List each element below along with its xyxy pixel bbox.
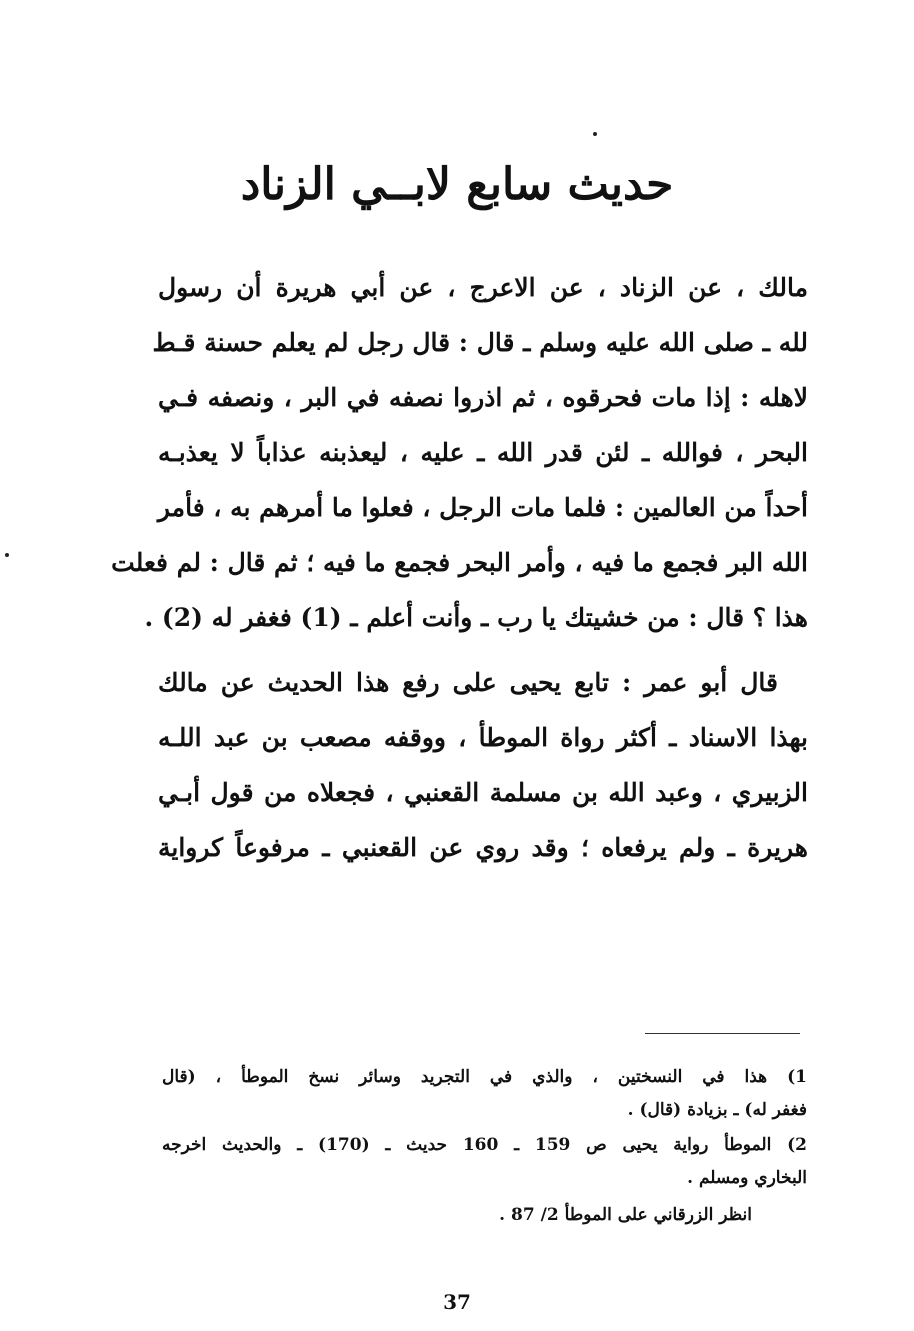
page-number: 37 — [443, 1290, 471, 1314]
paragraph-line: أحداً من العالمين : فلما مات الرجل ، فعلوا ما أمرهم به ، فأمر — [157, 493, 808, 522]
paragraph-line: قال أبو عمر : تابع يحيى على رفع هذا الحديث عن مالك — [158, 668, 778, 697]
footnote-line: 1) هذا في النسختين ، والذي في التجريد وسائر نسخ الموطأ ، (قال — [162, 1067, 807, 1087]
paragraph-line: هذا ؟ قال : من خشيتك يا رب ـ وأنت أعلم ـ (1) فغفر له (2) . — [144, 603, 808, 632]
paragraph-line: لله ـ صلى الله عليه وسلم ـ قال : قال رجل لم يعلم حسنة قـط — [152, 328, 808, 357]
footnote-line: البخاري ومسلم . — [687, 1168, 807, 1188]
footnote-line: فغفر له) ـ بزيادة (قال) . — [627, 1100, 807, 1120]
paragraph-line: البحر ، فوالله ـ لئن قدر الله ـ عليه ، ليعذبنه عذاباً لا يعذبـه — [158, 438, 808, 467]
paragraph-line: بهذا الاسناد ـ أكثر رواة الموطأ ، ووقفه مصعب بن عبد اللـه — [158, 723, 808, 752]
footnote-divider — [645, 1033, 800, 1034]
paragraph-line: الزبيري ، وعبد الله بن مسلمة القعنبي ، فجعلاه من قول أبـي — [158, 778, 808, 807]
paragraph-line: مالك ، عن الزناد ، عن الاعرج ، عن أبي هريرة أن رسول — [158, 273, 808, 302]
paragraph-line: هريرة ـ ولم يرفعاه ؛ وقد روي عن القعنبي ـ مرفوعاً كرواية — [158, 833, 808, 862]
decorative-dot-top — [593, 132, 597, 136]
footnote-line: 2) الموطأ رواية يحيى ص 159 ـ 160 حديث ـ (170) ـ والحديث اخرجه — [162, 1135, 807, 1155]
paragraph-line: لاهله : إذا مات فحرقوه ، ثم اذروا نصفه في البر ، ونصفه فـي — [158, 383, 808, 412]
footnote-line: انظر الزرقاني على الموطأ 2/ 87 . — [499, 1205, 752, 1225]
page-title: حديث سابع لابــي الزناد — [240, 159, 674, 210]
decorative-dot-left — [5, 553, 9, 557]
paragraph-line: الله البر فجمع ما فيه ، وأمر البحر فجمع ما فيه ؛ ثم قال : لم فعلت — [111, 548, 808, 577]
